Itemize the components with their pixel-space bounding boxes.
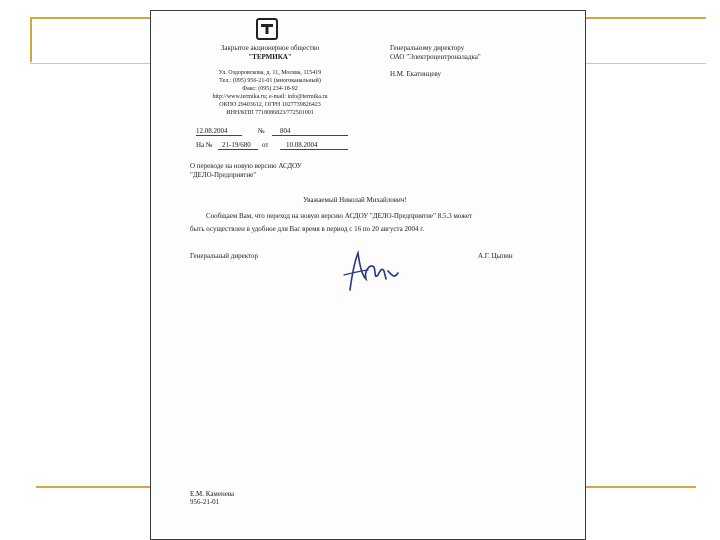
signer-title: Генеральный директор: [190, 252, 258, 260]
sender-okpo: ОКПО 29403612, ОГРН 1027739826423: [219, 102, 321, 108]
sender-address: Ул. Оздоровскова, д. 11, Москва, 115419: [218, 70, 322, 76]
sender-fax: Факс: (095) 234-18-92: [242, 86, 298, 92]
sender-org-line1: Закрытое акционерное общество: [220, 44, 320, 52]
ref-label: На №: [196, 141, 213, 149]
sender-inn: ИНН/КПП 7718086823/772501001: [226, 110, 314, 116]
ref-number-underline: [218, 149, 258, 150]
termika-logo-icon: [256, 18, 278, 40]
recipient-org: ОАО "Электроцентроналадка": [390, 53, 481, 61]
reg-no-label: №: [258, 127, 265, 135]
signer-name: А.Г. Цыпин: [478, 252, 513, 260]
sender-web: http://www.termika.ru; e-mail: info@termika.ru: [212, 94, 328, 100]
recipient-name: Н.М. Екатинцеву: [390, 70, 441, 78]
reg-number-underline: [272, 135, 348, 136]
left-accent-bar: [30, 17, 32, 62]
body-line2: быть осуществлен в удобное для Вас время в период с 16 по 20 августа 2004 г.: [190, 225, 425, 233]
ref-date: 10.08.2004: [286, 141, 318, 149]
sender-phone: Тел.: (095) 956-21-01 (многоканальный): [219, 78, 321, 84]
subject-line2: "ДЕЛО-Предприятие": [190, 171, 257, 179]
sender-org-line2: "ТЕРМИКА": [248, 53, 292, 61]
executor-name: Е.М. Каменева: [190, 490, 235, 498]
reg-date: 12.08.2004: [196, 127, 228, 135]
body-line1: Сообщаем Вам, что переход на новую версию АСДОУ "ДЕЛО-Предприятие" 8.5.3 может: [206, 212, 473, 220]
ref-number: 21-19/680: [222, 141, 251, 149]
subject-line1: О переводе на новую версию АСДОУ: [190, 162, 302, 170]
ref-date-underline: [280, 149, 348, 150]
reg-date-underline: [196, 135, 242, 136]
executor-phone: 956-21-01: [190, 498, 220, 506]
greeting: Уважаемый Николай Михайлович!: [303, 196, 407, 204]
recipient-title: Генеральному директору: [390, 44, 465, 52]
handwritten-signature-icon: [340, 245, 402, 295]
reg-number: 804: [280, 127, 291, 135]
ref-from-label: от: [262, 141, 269, 149]
